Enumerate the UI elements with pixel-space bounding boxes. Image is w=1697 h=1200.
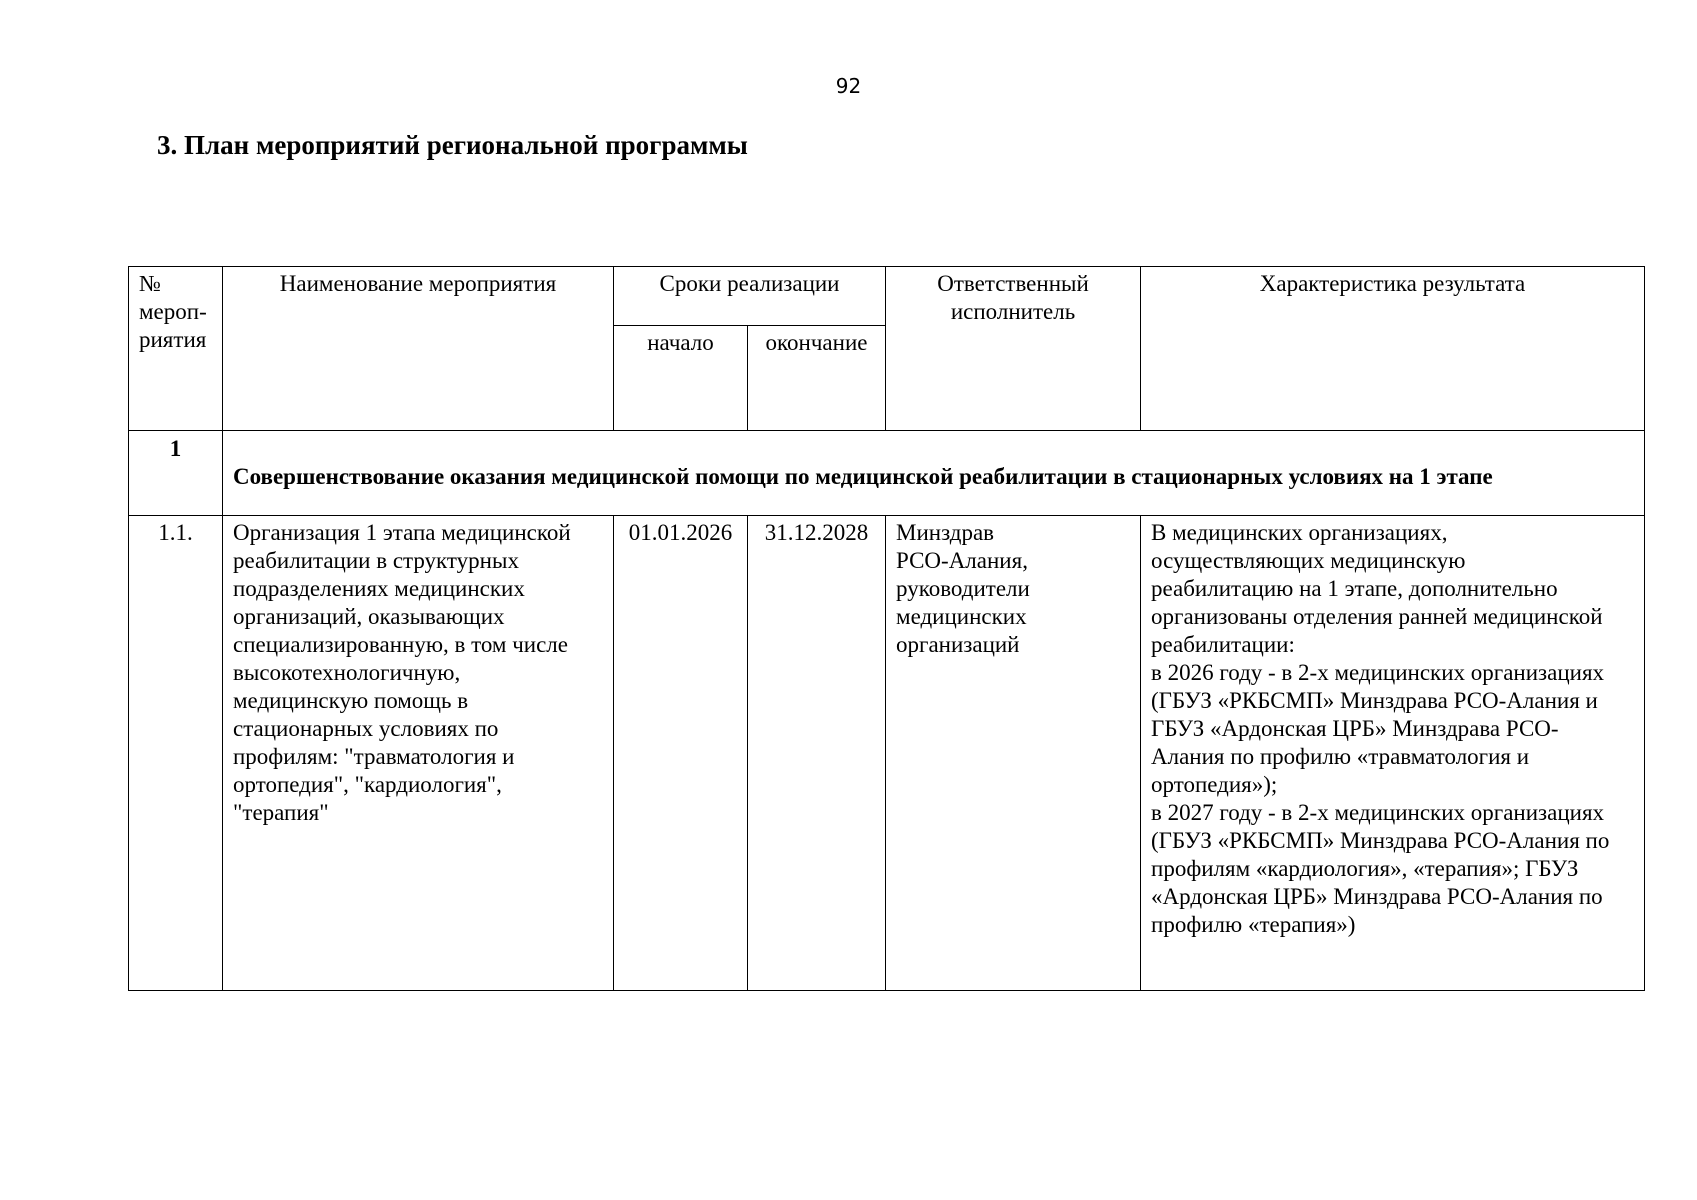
activity-name-line: реабилитации в структурных	[233, 548, 519, 573]
row-result	[1141, 516, 1645, 991]
activity-name-line: высокотехнологичную,	[233, 660, 461, 685]
activity-name-line: "терапия"	[233, 800, 329, 825]
result-line: ортопедия»);	[1151, 772, 1278, 797]
header-responsible-line: исполнитель	[950, 299, 1076, 324]
row-activity-name	[223, 516, 614, 991]
result-line: профилям «кардиология», «терапия»; ГБУЗ	[1151, 856, 1579, 881]
result-line: «Ардонская ЦРБ» Минздрава РСО-Алания по	[1151, 884, 1603, 909]
activity-name-line: профилям: "травматология и	[233, 744, 515, 769]
header-result: Характеристика результата	[1141, 267, 1645, 431]
header-number-line: риятия	[139, 327, 207, 352]
responsible-line: Минздрав	[896, 520, 995, 545]
section-title: 3. План мероприятий региональной программы	[157, 130, 748, 160]
result-line: (ГБУЗ «РКБСМП» Минздрава РСО-Алания по	[1151, 828, 1610, 853]
activities-plan-table	[128, 266, 1645, 991]
responsible-line: организаций	[896, 632, 1020, 657]
row-responsible	[886, 516, 1141, 991]
header-activity-name: Наименование мероприятия	[223, 267, 614, 431]
result-line: организованы отделения ранней медицинской	[1151, 604, 1603, 629]
header-end: окончание	[748, 326, 886, 431]
section-number: 1	[129, 431, 223, 516]
result-line: реабилитации:	[1151, 632, 1295, 657]
table-row	[129, 516, 1645, 991]
header-timeframe: Сроки реализации	[614, 267, 886, 326]
header-number-line: мероп-	[139, 299, 207, 324]
responsible-line: руководители	[896, 576, 1030, 601]
result-line: ГБУЗ «Ардонская ЦРБ» Минздрава РСО-	[1151, 716, 1559, 741]
header-activity-number	[129, 267, 223, 431]
row-end-date: 31.12.2028	[748, 516, 886, 991]
header-number-line: №	[139, 271, 161, 296]
header-start: начало	[614, 326, 748, 431]
activity-name-line: организаций, оказывающих	[233, 604, 505, 629]
section-name: Совершенствование оказания медицинской помощи по медицинской реабилитации в стационарных условиях на 1 этапе	[223, 431, 1645, 516]
activity-name-line: медицинскую помощь в	[233, 688, 469, 713]
result-line: реабилитацию на 1 этапе, дополнительно	[1151, 576, 1558, 601]
result-line: В медицинских организациях,	[1151, 520, 1448, 545]
header-responsible	[886, 267, 1141, 431]
row-start-date: 01.01.2026	[614, 516, 748, 991]
activity-name-line: ортопедия", "кардиология",	[233, 772, 502, 797]
activity-name-line: Организация 1 этапа медицинской	[233, 520, 571, 545]
header-row-1	[129, 267, 1645, 326]
result-line: Алания по профилю «травматология и	[1151, 744, 1530, 769]
result-line: профилю «терапия»)	[1151, 912, 1356, 937]
result-line: (ГБУЗ «РКБСМП» Минздрава РСО-Алания и	[1151, 688, 1598, 713]
result-line: осуществляющих медицинскую	[1151, 548, 1466, 573]
row-number: 1.1.	[129, 516, 223, 991]
page-number: 92	[835, 74, 862, 98]
activity-name-line: специализированную, в том числе	[233, 632, 568, 657]
responsible-line: РСО-Алания,	[896, 548, 1028, 573]
section-row	[129, 431, 1645, 516]
result-line: в 2026 году - в 2-х медицинских организациях	[1151, 660, 1605, 685]
header-responsible-line: Ответственный	[937, 271, 1089, 296]
activity-name-line: подразделениях медицинских	[233, 576, 525, 601]
responsible-line: медицинских	[896, 604, 1027, 629]
activity-name-line: стационарных условиях по	[233, 716, 499, 741]
result-line: в 2027 году - в 2-х медицинских организациях	[1151, 800, 1605, 825]
